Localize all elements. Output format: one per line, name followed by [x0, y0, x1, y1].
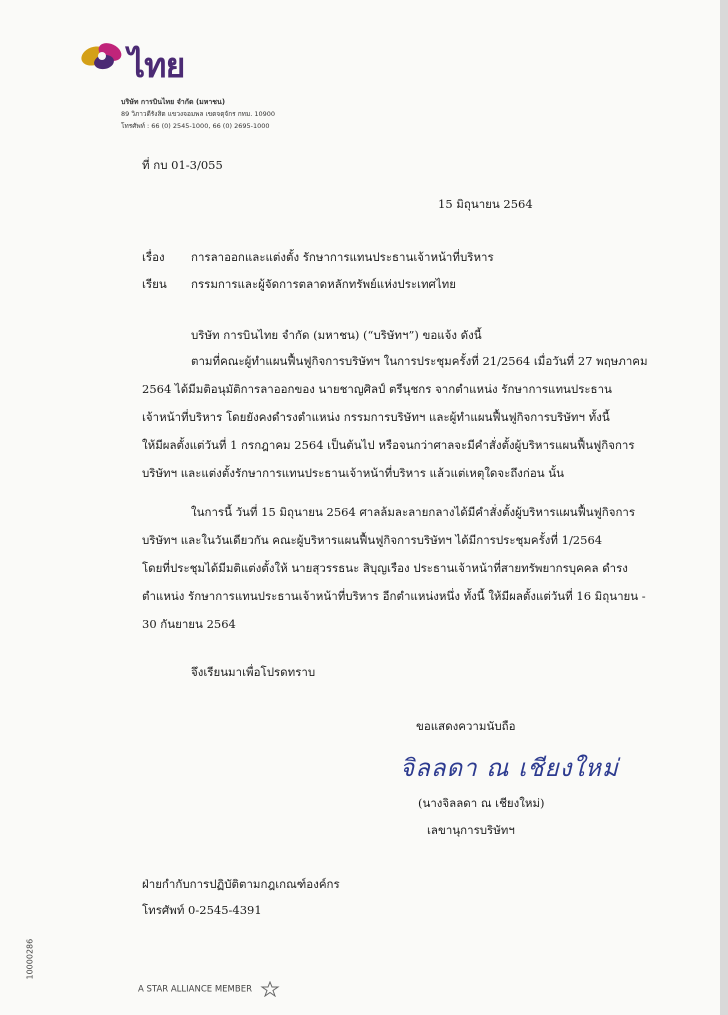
- signer-title: เลขานุการบริษัทฯ: [427, 823, 515, 837]
- document-number: 10000286: [25, 938, 35, 980]
- para1-line: ให้มีผลตั้งแต่วันที่ 1 กรกฎาคม 2564 เป็นต้นไป หรือจนกว่าศาลจะมีคำสั่งตั้งผู้บริหารแผนฟื้นฟูกิจการ: [142, 438, 635, 452]
- department-phone: โทรศัพท์ 0-2545-4391: [142, 903, 262, 917]
- to-text: กรรมการและผู้จัดการตลาดหลักทรัพย์แห่งประเทศไทย: [191, 277, 456, 291]
- subject-label: เรื่อง: [142, 250, 165, 264]
- subject-text: การลาออกและแต่งตั้ง รักษาการแทนประธานเจ้าหน้าที่บริหาร: [191, 250, 494, 264]
- company-info: [121, 96, 275, 132]
- para2-line: บริษัทฯ และในวันเดียวกัน คณะผู้บริหารแผนฟื้นฟูกิจการบริษัทฯ ได้มีการประชุมครั้งที่ 1/2564: [142, 533, 603, 547]
- star-alliance-badge: [138, 981, 281, 997]
- para1-line: ตามที่คณะผู้ทำแผนฟื้นฟูกิจการบริษัทฯ ในการประชุมครั้งที่ 21/2564 เมื่อวันที่ 27 พฤษภาคม: [191, 354, 648, 368]
- para2-line: ในการนี้ วันที่ 15 มิถุนายน 2564 ศาลล้มละลายกลางได้มีคำสั่งตั้งผู้บริหารแผนฟื้นฟูกิจการ: [191, 505, 636, 519]
- para2-line: 30 กันยายน 2564: [142, 617, 236, 631]
- star-alliance-label: A STAR ALLIANCE MEMBER: [138, 984, 252, 995]
- para1-line: บริษัทฯ และแต่งตั้งรักษาการแทนประธานเจ้าหน้าที่บริหาร แล้วแต่เหตุใดจะถึงก่อน นั้น: [142, 466, 565, 480]
- intro-line: บริษัท การบินไทย จำกัด (มหาชน) (“บริษัทฯ”) ขอแจ้ง ดังนี้: [191, 328, 482, 342]
- letter-date: 15 มิถุนายน 2564: [438, 197, 533, 211]
- thai-airways-logo: [80, 36, 185, 86]
- to-label: เรียน: [142, 277, 167, 291]
- salutation: ขอแสดงความนับถือ: [416, 719, 516, 733]
- handwritten-signature: จิลลดา ณ เชียงใหม่: [400, 754, 619, 782]
- company-address: 89 วิภาวดีรังสิต แขวงจอมพล เขตจตุจักร กทม. 10900: [121, 110, 276, 118]
- para2-line: ตำแหน่ง รักษาการแทนประธานเจ้าหน้าที่บริหาร อีกตำแหน่งหนึ่ง ทั้งนี้ ให้มีผลตั้งแต่วันที่ 16 มิถุนายน -: [142, 589, 646, 603]
- para1-line: เจ้าหน้าที่บริหาร โดยยังคงดำรงตำแหน่ง กรรมการบริษัทฯ และผู้ทำแผนฟื้นฟูกิจการบริษัทฯ ทั้งนี้: [142, 410, 610, 424]
- logo-wordmark: ไทย: [128, 46, 185, 86]
- company-phone: โทรศัพท์ : 66 (0) 2545-1000, 66 (0) 2695-1000: [121, 122, 270, 130]
- department-name: ฝ่ายกำกับการปฏิบัติตามกฎเกณฑ์องค์กร: [142, 877, 340, 891]
- closing-request: จึงเรียนมาเพื่อโปรดทราบ: [191, 665, 316, 679]
- reference-number: ที่ กบ 01-3/055: [142, 158, 223, 172]
- para2-line: โดยที่ประชุมได้มีมติแต่งตั้งให้ นายสุวรรธนะ สิบุญเรือง ประธานเจ้าหน้าที่สายทรัพยากรบุคคล ดำรง: [142, 561, 628, 575]
- para1-line: 2564 ได้มีมติอนุมัติการลาออกของ นายชาญศิลป์ ตรีนุชกร จากตำแหน่ง รักษาการแทนประธาน: [142, 382, 612, 396]
- company-name: บริษัท การบินไทย จำกัด (มหาชน): [121, 98, 226, 106]
- orchid-icon: [80, 36, 126, 76]
- signer-name: (นางจิลลดา ณ เชียงใหม่): [418, 796, 545, 810]
- page-edge: [720, 0, 728, 1015]
- star-alliance-icon: [259, 981, 281, 997]
